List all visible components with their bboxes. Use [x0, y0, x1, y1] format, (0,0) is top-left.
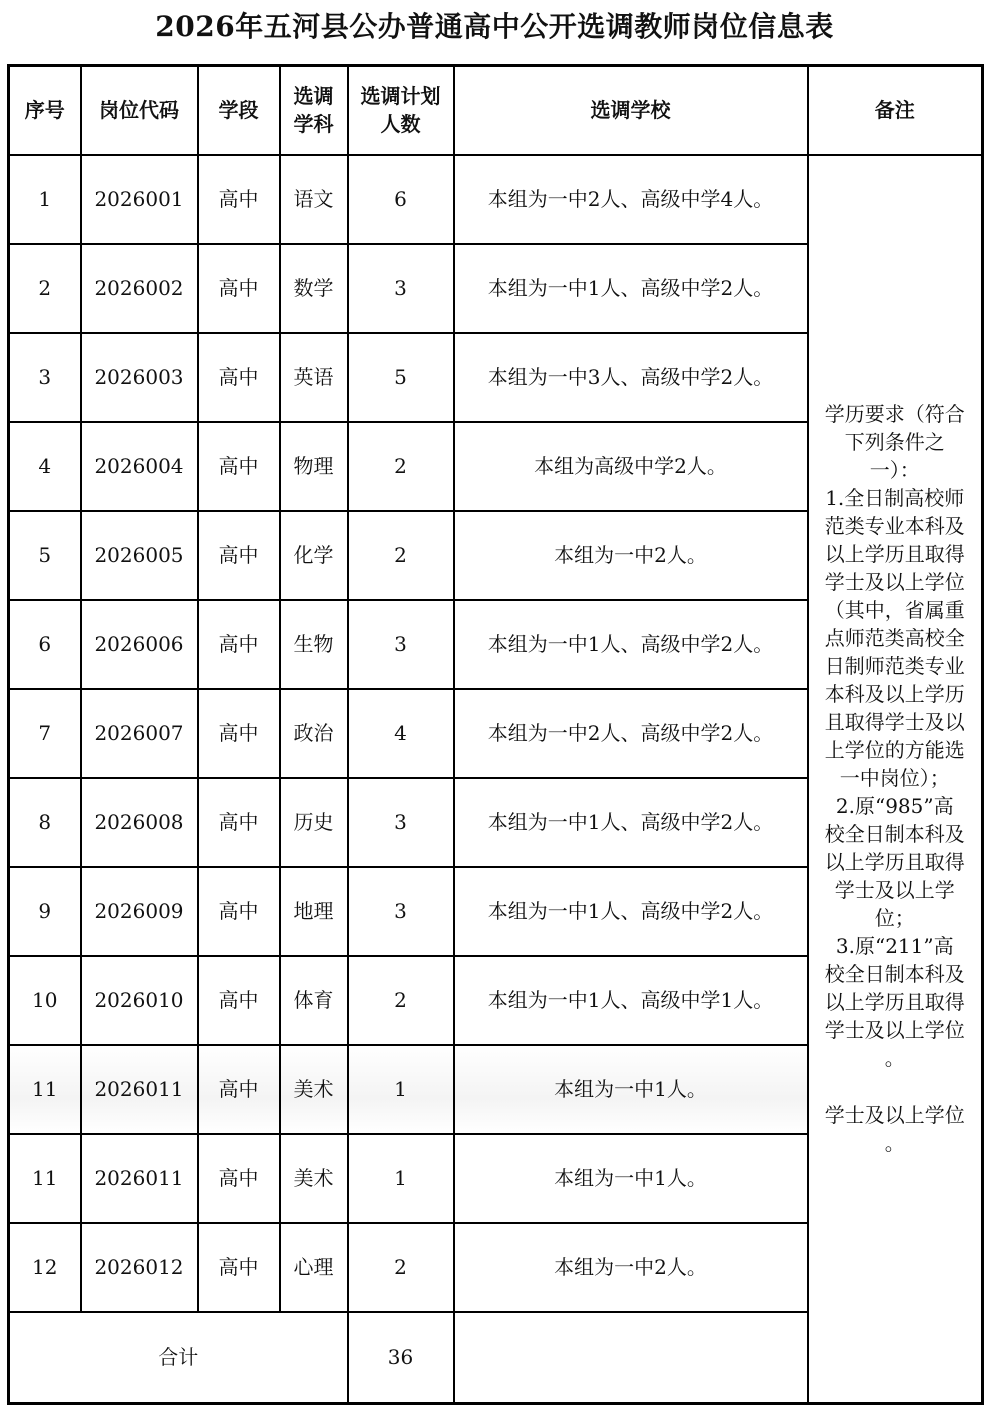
remark-line: 位；: [874, 906, 915, 931]
cell-seq: 5: [9, 511, 81, 600]
remark-line: 校全日制本科及: [824, 962, 965, 987]
cell-stage: 高中: [198, 1134, 280, 1223]
header-subject-line2: 学科: [293, 112, 334, 137]
remark-tail-line: 。: [884, 1131, 905, 1156]
cell-subject: 美术: [280, 1045, 348, 1134]
cell-seq: 3: [9, 333, 81, 422]
remark-line: 3.原“211”高: [835, 934, 954, 959]
remark-line: 上学位的方能选: [824, 738, 965, 763]
cell-count: 2: [348, 956, 454, 1045]
cell-count: 5: [348, 333, 454, 422]
cell-stage: 高中: [198, 422, 280, 511]
cell-school: 本组为一中1人、高级中学1人。: [454, 956, 808, 1045]
remark-line: 以上学历且取得: [824, 990, 965, 1015]
remark-line: 校全日制本科及: [824, 822, 965, 847]
cell-school: 本组为一中2人。: [454, 511, 808, 600]
remark-gap: [809, 1072, 982, 1101]
cell-school: 本组为一中1人、高级中学2人。: [454, 600, 808, 689]
remark-line: 学士及以上学位: [824, 1018, 965, 1043]
cell-subject: 数学: [280, 244, 348, 333]
remark-line: 学士及以上学位: [824, 570, 965, 595]
cell-code: 2026001: [81, 155, 198, 244]
cell-count: 3: [348, 244, 454, 333]
header-subject-line1: 选调: [293, 84, 334, 109]
remark-line: 一）：: [869, 458, 920, 483]
header-stage: 学段: [198, 66, 280, 155]
position-table: [7, 64, 984, 1405]
cell-count: 2: [348, 511, 454, 600]
cell-stage: 高中: [198, 1045, 280, 1134]
cell-seq: 9: [9, 867, 81, 956]
cell-seq: 2: [9, 244, 81, 333]
cell-seq: 8: [9, 778, 81, 867]
cell-seq: 11: [9, 1045, 81, 1134]
cell-subject: 英语: [280, 333, 348, 422]
cell-code: 2026003: [81, 333, 198, 422]
remark-line: 范类专业本科及: [824, 514, 965, 539]
cell-subject: 物理: [280, 422, 348, 511]
cell-school: 本组为一中3人、高级中学2人。: [454, 333, 808, 422]
cell-count: 1: [348, 1134, 454, 1223]
cell-subject: 语文: [280, 155, 348, 244]
header-subject: [280, 66, 348, 155]
cell-code: 2026010: [81, 956, 198, 1045]
cell-stage: 高中: [198, 333, 280, 422]
cell-school: 本组为一中1人。: [454, 1045, 808, 1134]
cell-stage: 高中: [198, 956, 280, 1045]
remark-line: 学历要求（符合: [824, 402, 965, 427]
remark-line: 学士及以上学: [834, 878, 955, 903]
cell-seq: 11: [9, 1134, 81, 1223]
remark-cell: [808, 155, 983, 1404]
cell-code: 2026009: [81, 867, 198, 956]
remark-line: 且取得学士及以: [824, 710, 965, 735]
cell-school: 本组为一中1人、高级中学2人。: [454, 778, 808, 867]
cell-stage: 高中: [198, 155, 280, 244]
cell-seq: 12: [9, 1223, 81, 1312]
cell-code: 2026011: [81, 1045, 198, 1134]
cell-count: 4: [348, 689, 454, 778]
cell-school: 本组为一中1人。: [454, 1134, 808, 1223]
cell-count: 6: [348, 155, 454, 244]
table-row: [9, 155, 983, 244]
cell-seq: 6: [9, 600, 81, 689]
header-plan-line1: 选调计划: [360, 84, 441, 109]
remark-tail-line: 学士及以上学位: [824, 1103, 965, 1128]
remark-text: [809, 400, 982, 1157]
cell-code: 2026002: [81, 244, 198, 333]
cell-stage: 高中: [198, 600, 280, 689]
cell-code: 2026005: [81, 511, 198, 600]
cell-count: 3: [348, 778, 454, 867]
cell-subject: 心理: [280, 1223, 348, 1312]
cell-school: 本组为一中1人、高级中学2人。: [454, 244, 808, 333]
cell-code: 2026007: [81, 689, 198, 778]
cell-school: 本组为高级中学2人。: [454, 422, 808, 511]
remark-line: （其中，省属重: [824, 598, 965, 623]
cell-subject: 地理: [280, 867, 348, 956]
cell-count: 2: [348, 1223, 454, 1312]
cell-subject: 体育: [280, 956, 348, 1045]
header-remark: 备注: [808, 66, 983, 155]
cell-school: 本组为一中2人。: [454, 1223, 808, 1312]
cell-seq: 1: [9, 155, 81, 244]
cell-subject: 美术: [280, 1134, 348, 1223]
remark-line: 2.原“985”高: [835, 794, 954, 819]
header-plan-count: [348, 66, 454, 155]
cell-subject: 生物: [280, 600, 348, 689]
header-seq: 序号: [9, 66, 81, 155]
remark-line: 点师范类高校全: [824, 626, 965, 651]
cell-code: 2026008: [81, 778, 198, 867]
cell-stage: 高中: [198, 244, 280, 333]
cell-stage: 高中: [198, 511, 280, 600]
cell-stage: 高中: [198, 689, 280, 778]
cell-count: 3: [348, 867, 454, 956]
header-plan-line2: 人数: [380, 112, 421, 137]
cell-seq: 7: [9, 689, 81, 778]
cell-code: 2026012: [81, 1223, 198, 1312]
cell-count: 1: [348, 1045, 454, 1134]
remark-line: 本科及以上学历: [824, 682, 965, 707]
remark-line: 日制师范类专业: [824, 654, 965, 679]
cell-code: 2026011: [81, 1134, 198, 1223]
cell-school: 本组为一中1人、高级中学2人。: [454, 867, 808, 956]
cell-seq: 10: [9, 956, 81, 1045]
remark-line: 以上学历且取得: [824, 850, 965, 875]
total-label: 合计: [9, 1312, 348, 1404]
cell-count: 2: [348, 422, 454, 511]
remark-line: 以上学历且取得: [824, 542, 965, 567]
page-title: 2026年五河县公办普通高中公开选调教师岗位信息表: [155, 10, 834, 43]
cell-school: 本组为一中2人、高级中学4人。: [454, 155, 808, 244]
remark-line: 1.全日制高校师: [825, 486, 965, 511]
cell-subject: 政治: [280, 689, 348, 778]
header-school: 选调学校: [454, 66, 808, 155]
cell-subject: 化学: [280, 511, 348, 600]
cell-stage: 高中: [198, 1223, 280, 1312]
remark-line: 下列条件之: [844, 430, 945, 455]
header-row: [9, 66, 983, 155]
cell-seq: 4: [9, 422, 81, 511]
cell-count: 3: [348, 600, 454, 689]
cell-subject: 历史: [280, 778, 348, 867]
cell-school: 本组为一中2人、高级中学2人。: [454, 689, 808, 778]
remark-line: 一中岗位）；: [839, 766, 950, 791]
cell-code: 2026004: [81, 422, 198, 511]
remark-line: 。: [884, 1046, 905, 1071]
cell-stage: 高中: [198, 867, 280, 956]
total-school-empty: [454, 1312, 808, 1404]
cell-code: 2026006: [81, 600, 198, 689]
total-count: 36: [348, 1312, 454, 1404]
header-code: 岗位代码: [81, 66, 198, 155]
cell-stage: 高中: [198, 778, 280, 867]
